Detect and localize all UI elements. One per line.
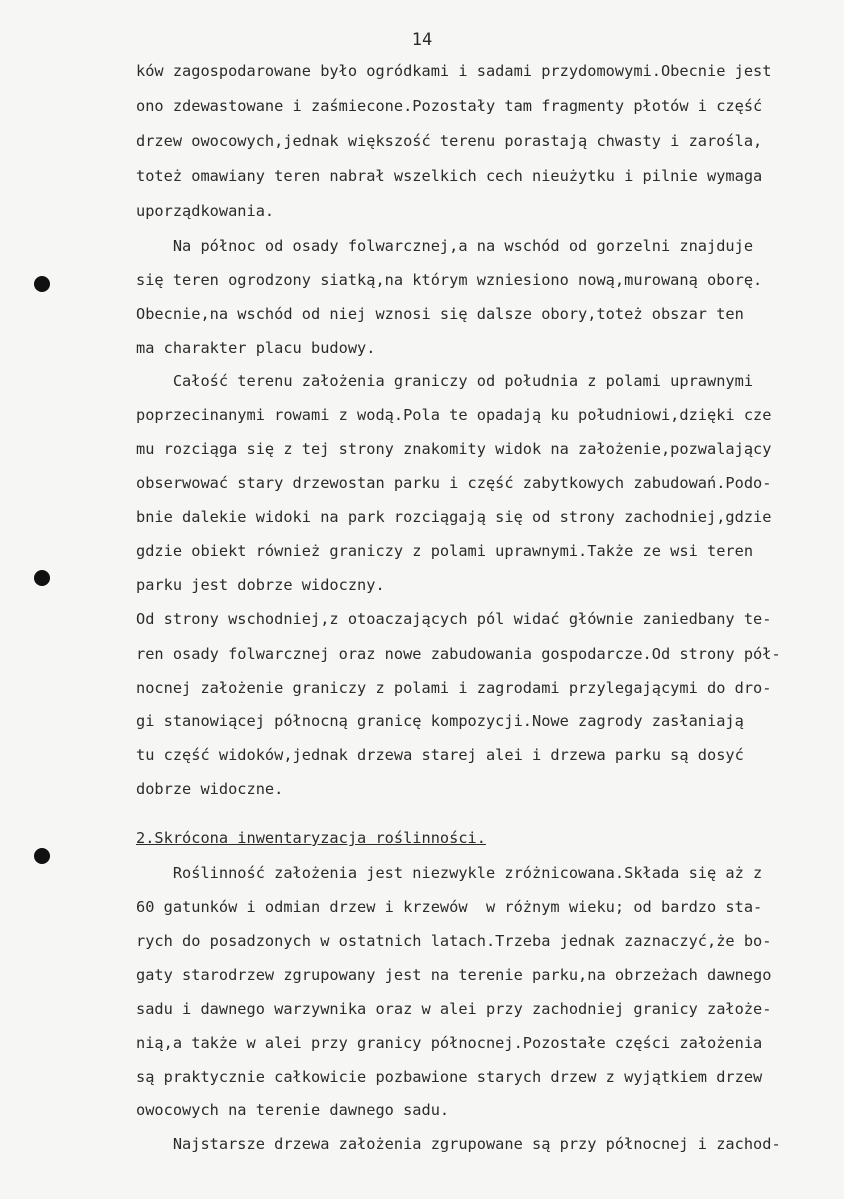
text-line: mu rozciąga się z tej strony znakomity widok na założenie,pozwalający (136, 440, 772, 458)
text-line: uporządkowania. (136, 202, 275, 220)
text-line: gaty starodrzew zgrupowany jest na terenie parku,na obrzeżach dawnego (136, 966, 772, 984)
punch-hole-middle (34, 570, 50, 586)
section-heading: 2.Skrócona inwentaryzacja roślinności. (136, 829, 486, 847)
text-line: Najstarsze drzewa założenia zgrupowane są przy północnej i zachod- (136, 1135, 781, 1153)
text-line: dobrze widoczne. (136, 780, 284, 798)
text-line: gi stanowiącej północną granicę kompozycji.Nowe zagrody zasłaniają (136, 712, 744, 730)
text-line: się teren ogrodzony siatką,na którym wzniesiono nową,murowaną oborę. (136, 271, 763, 289)
text-line: ren osady folwarcznej oraz nowe zabudowania gospodarcze.Od strony pół- (136, 645, 781, 663)
text-line: Roślinność założenia jest niezwykle zróżnicowana.Składa się aż z (136, 864, 763, 882)
text-line: 60 gatunków i odmian drzew i krzewów w różnym wieku; od bardzo sta- (136, 898, 763, 916)
text-line: parku jest dobrze widoczny. (136, 576, 385, 594)
text-line: nocnej założenie graniczy z polami i zagrodami przylegającymi do dro- (136, 679, 772, 697)
text-line: Na północ od osady folwarcznej,a na wschód od gorzelni znajduje (136, 237, 754, 255)
text-line: poprzecinanymi rowami z wodą.Pola te opadają ku południowi,dzięki cze (136, 406, 772, 424)
text-line: bnie dalekie widoki na park rozciągają się od strony zachodniej,gdzie (136, 508, 772, 526)
punch-hole-bottom (34, 848, 50, 864)
text-line: Całość terenu założenia graniczy od południa z polami uprawnymi (136, 372, 754, 390)
text-line: Obecnie,na wschód od niej wznosi się dalsze obory,toteż obszar ten (136, 305, 744, 323)
punch-hole-top (34, 276, 50, 292)
text-line: rych do posadzonych w ostatnich latach.Trzeba jednak zaznaczyć,że bo- (136, 932, 772, 950)
page-number: 14 (411, 30, 433, 50)
text-line: tu część widoków,jednak drzewa starej alei i drzewa parku są dosyć (136, 746, 744, 764)
text-line: Od strony wschodniej,z otoaczających pól widać głównie zaniedbany te- (136, 610, 772, 628)
text-line: ma charakter placu budowy. (136, 339, 376, 357)
text-line: drzew owocowych,jednak większość terenu porastają chwasty i zarośla, (136, 132, 763, 150)
text-line: toteż omawiany teren nabrał wszelkich cech nieużytku i pilnie wymaga (136, 167, 763, 185)
text-line: ków zagospodarowane było ogródkami i sadami przydomowymi.Obecnie jest (136, 62, 772, 80)
text-line: są praktycznie całkowicie pozbawione starych drzew z wyjątkiem drzew (136, 1068, 763, 1086)
text-line: gdzie obiekt również graniczy z polami uprawnymi.Także ze wsi teren (136, 542, 754, 560)
text-line: nią,a także w alei przy granicy północnej.Pozostałe części założenia (136, 1034, 763, 1052)
text-line: ono zdewastowane i zaśmiecone.Pozostały tam fragmenty płotów i część (136, 97, 763, 115)
text-line: owocowych na terenie dawnego sadu. (136, 1101, 450, 1119)
text-line: obserwować stary drzewostan parku i część zabytkowych zabudowań.Podo- (136, 474, 772, 492)
text-line: sadu i dawnego warzywnika oraz w alei przy zachodniej granicy założe- (136, 1000, 772, 1018)
